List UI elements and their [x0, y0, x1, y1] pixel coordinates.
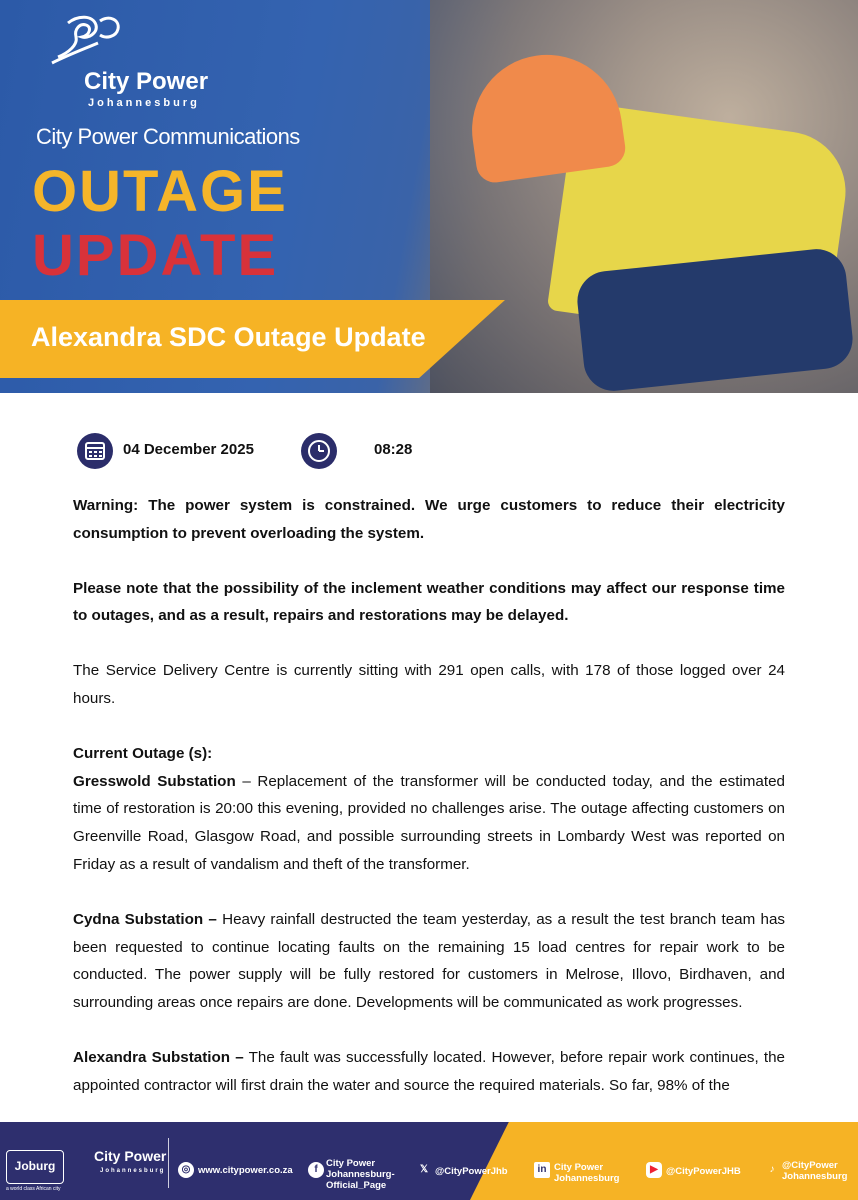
- website-link[interactable]: www.citypower.co.za: [198, 1165, 293, 1176]
- outage-text: The fault was successfully located. However, before repair work continues, the appointed contractor will first drain the water and source the required materials. So far, 98% of the: [73, 1048, 785, 1094]
- calendar-icon: [77, 433, 113, 469]
- tiktok-icon: ♪: [769, 1164, 775, 1175]
- facebook-icon: f: [308, 1162, 324, 1178]
- footer-brand: City Power: [94, 1148, 167, 1164]
- document-body: [73, 492, 785, 1100]
- footer-brand-subtitle: Johannesburg: [100, 1168, 166, 1174]
- outage-cydna: [73, 906, 785, 1017]
- tiktok-link[interactable]: @CityPower Johannesburg: [782, 1160, 848, 1182]
- facebook-link[interactable]: City Power Johannesburg-Official_Page: [326, 1158, 395, 1191]
- update-word: UPDATE: [32, 223, 279, 288]
- date-text: 04 December 2025: [123, 441, 254, 458]
- youtube-icon: ▶: [646, 1162, 662, 1178]
- outage-text: – Replacement of the transformer will be conducted today, and the estimated time of restoration is 20:00 this evening, provided no challenges arise. The outage affecting customers on Greenville Road, Glasgow Road, and possible surrounding streets in Lombardy West was reported on Friday as a result of vandalism and theft of the transformer.: [73, 772, 785, 873]
- outage-name: Alexandra Substation –: [73, 1048, 244, 1066]
- weather-paragraph: Please note that the possibility of the inclement weather conditions may affect our response time to outages, and as a result, repairs and restorations may be delayed.: [73, 579, 785, 625]
- clock-icon: [301, 433, 337, 469]
- outage-name: Gresswold Substation: [73, 772, 236, 790]
- footer-divider: [168, 1138, 169, 1188]
- page-title: Alexandra SDC Outage Update: [31, 322, 426, 352]
- joburg-logo: Joburg: [6, 1150, 64, 1184]
- outage-gresswold: [73, 768, 785, 879]
- time-text: 08:28: [374, 441, 413, 458]
- linkedin-link[interactable]: City Power Johannesburg: [554, 1162, 620, 1184]
- outage-word: OUTAGE: [32, 159, 288, 224]
- current-outage-heading: Current Outage (s):: [73, 744, 213, 762]
- x-icon: 𝕏: [419, 1164, 429, 1175]
- outage-name: Cydna Substation –: [73, 910, 217, 928]
- brand-subtitle: Johannesburg: [88, 97, 200, 109]
- calls-paragraph: The Service Delivery Centre is currently sitting with 291 open calls, with 178 of those logged over 24 hours.: [73, 662, 785, 707]
- x-link[interactable]: @CityPowerJhb: [435, 1166, 508, 1177]
- brand-name: City Power: [84, 68, 209, 95]
- linkedin-icon: in: [534, 1162, 550, 1178]
- header-banner: [0, 0, 858, 393]
- city-power-logo-icon: [38, 15, 228, 75]
- joburg-tagline: a world class African city: [6, 1186, 61, 1192]
- communications-heading: City Power Communications: [36, 124, 300, 149]
- warning-paragraph: Warning: The power system is constrained. We urge customers to reduce their electricity consumption to prevent overloading the system.: [73, 497, 785, 542]
- outage-alexandra: [73, 1044, 785, 1100]
- globe-icon: ◎: [178, 1162, 194, 1178]
- youtube-link[interactable]: @CityPowerJHB: [666, 1166, 741, 1177]
- outage-text: Heavy rainfall destructed the team yesterday, as a result the test branch team has been requested to continue locating faults on the remaining 15 load centres for repair work to be conducted. The power supply will be fully restored for customers in Melrose, Illovo, Birdhaven, and surrounding areas once repairs are done. Developments will be communicated as work progresses.: [73, 910, 785, 1012]
